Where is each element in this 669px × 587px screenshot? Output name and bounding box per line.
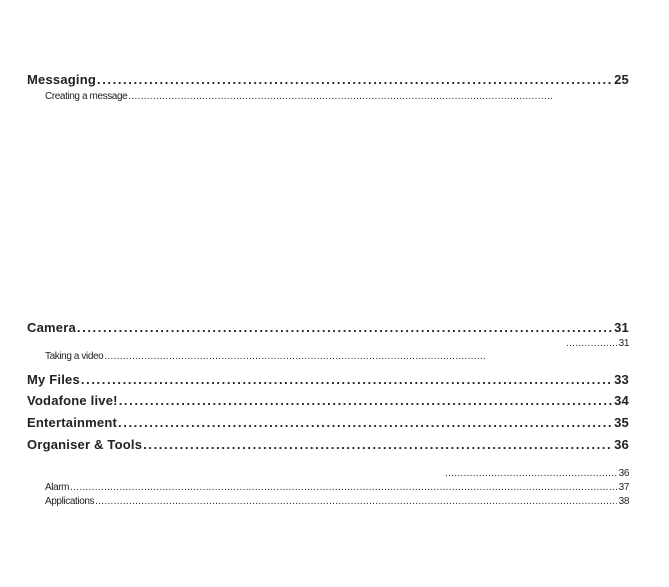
- dot-leader: [119, 393, 613, 408]
- dot-leader: [118, 415, 613, 430]
- toc-entry-title: Entertainment: [27, 415, 118, 430]
- dot-leader: [97, 72, 613, 87]
- toc-page-number: 38: [618, 496, 629, 507]
- toc-entry-entertainment[interactable]: [27, 415, 629, 430]
- toc-page-number: 37: [618, 482, 629, 493]
- toc-entry-applications[interactable]: [45, 496, 629, 507]
- toc-entry-creating-a-message[interactable]: [45, 91, 555, 102]
- toc-entry-taking-a-video[interactable]: [45, 351, 487, 362]
- toc-entry-title: Taking a video: [45, 351, 104, 362]
- toc-entry-title: Creating a message: [45, 91, 128, 102]
- toc-page-number: 36: [614, 437, 629, 452]
- dot-leader: [81, 372, 613, 387]
- toc-entry-organiser-subentry[interactable]: [444, 468, 629, 479]
- toc-page-number: 31: [614, 320, 629, 335]
- toc-entry-alarm[interactable]: [45, 482, 629, 493]
- toc-entry-my-files[interactable]: [27, 372, 629, 387]
- toc-entry-messaging[interactable]: [27, 72, 629, 87]
- toc-entry-title: Camera: [27, 320, 76, 335]
- toc-entry-title: My Files: [27, 372, 80, 387]
- dot-leader: [95, 496, 617, 507]
- dot-leader: [566, 338, 617, 349]
- toc-page-number: 36: [618, 468, 629, 479]
- toc-entry-title: Organiser & Tools: [27, 437, 143, 452]
- dot-leader: [77, 320, 613, 335]
- dot-leader: [70, 482, 617, 493]
- toc-page-number: 34: [614, 393, 629, 408]
- toc-entry-camera-subentry[interactable]: [565, 338, 629, 349]
- toc-page-number: 31: [618, 338, 629, 349]
- toc-page-number: 33: [614, 372, 629, 387]
- toc-entry-camera[interactable]: [27, 320, 629, 335]
- dot-leader: [104, 351, 486, 362]
- toc-entry-organiser-tools[interactable]: [27, 437, 629, 452]
- toc-entry-vodafone-live[interactable]: [27, 393, 629, 408]
- dot-leader: [128, 91, 554, 102]
- toc-entry-title: Vodafone live!: [27, 393, 118, 408]
- dot-leader: [445, 468, 617, 479]
- toc-entry-title: Alarm: [45, 482, 70, 493]
- toc-entry-title: Applications: [45, 496, 95, 507]
- toc-page-number: 35: [614, 415, 629, 430]
- toc-page-number: 25: [614, 72, 629, 87]
- dot-leader: [143, 437, 613, 452]
- toc-entry-title: Messaging: [27, 72, 96, 87]
